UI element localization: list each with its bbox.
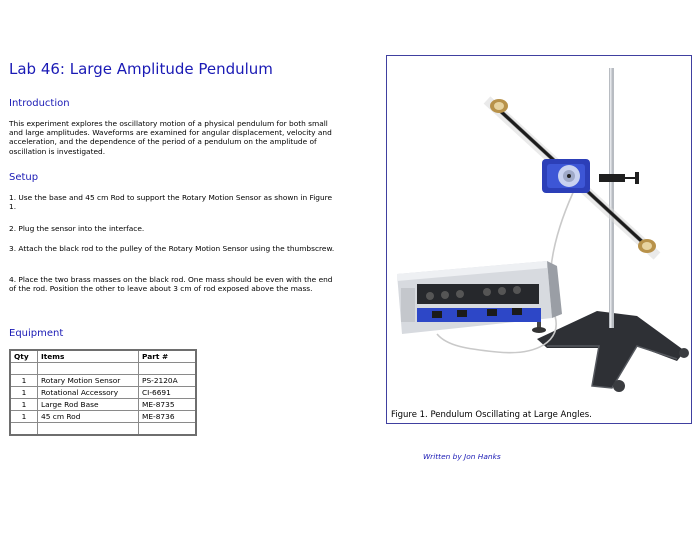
table-row <box>10 423 196 436</box>
item-cell <box>38 423 139 436</box>
item-cell: Rotational Accessory <box>38 387 139 399</box>
page-title: Lab 46: Large Amplitude Pendulum <box>9 60 273 78</box>
table-row <box>10 399 196 411</box>
qty-header: Qty <box>10 350 38 363</box>
figure-1 <box>386 55 692 424</box>
setup-heading: Setup <box>9 172 39 183</box>
equipment-table <box>9 349 197 436</box>
table-row <box>10 363 196 375</box>
qty-cell <box>10 363 38 375</box>
part-cell: CI-6691 <box>139 387 197 399</box>
introduction-heading: Introduction <box>9 98 70 109</box>
brass-mass-bottom <box>638 239 656 253</box>
qty-cell: 1 <box>10 387 38 399</box>
table-row <box>10 387 196 399</box>
part-cell: ME-8735 <box>139 399 197 411</box>
item-cell: Large Rod Base <box>38 399 139 411</box>
table-row <box>10 375 196 387</box>
part-cell: ME-8736 <box>139 411 197 423</box>
qty-cell <box>10 423 38 436</box>
author-credit: Written by Jon Hanks <box>423 452 501 461</box>
rotary-motion-sensor <box>542 159 590 193</box>
part-cell: PS-2120A <box>139 375 197 387</box>
setup-step-2: 2. Plug the sensor into the interface. <box>9 224 145 233</box>
item-cell <box>38 363 139 375</box>
figure-caption: Figure 1. Pendulum Oscillating at Large Angles. <box>391 410 592 420</box>
qty-cell: 1 <box>10 399 38 411</box>
table-row <box>10 411 196 423</box>
pendulum-apparatus-illustration <box>387 56 693 406</box>
introduction-text: This experiment explores the oscillatory motion of a physical pendulum for both small and large amplitudes. Waveforms are examined for angular displacement, velocity and acceleration, and the dependence of the period of a pendulum on the amplitude of oscillation is investigated. <box>9 119 332 156</box>
setup-step-4: 4. Place the two brass masses on the black rod. One mass should be even with the end of the rod. Position the other to leave about 3 cm of rod exposed above the mass. <box>9 275 333 294</box>
brass-mass-top <box>490 99 508 113</box>
part-header: Part # <box>139 350 197 363</box>
table-header-row <box>10 350 196 363</box>
setup-step-1: 1. Use the base and 45 cm Rod to support the Rotary Motion Sensor as shown in Figure 1. <box>9 193 333 212</box>
rod-highlight <box>610 68 612 328</box>
setup-step-3: 3. Attach the black rod to the pulley of the Rotary Motion Sensor using the thumbscrew. <box>9 244 335 253</box>
qty-cell: 1 <box>10 375 38 387</box>
items-header: Items <box>38 350 139 363</box>
item-cell: Rotary Motion Sensor <box>38 375 139 387</box>
part-cell <box>139 423 197 436</box>
equipment-heading: Equipment <box>9 328 64 339</box>
rod-clamp <box>599 172 639 184</box>
qty-cell: 1 <box>10 411 38 423</box>
item-cell: 45 cm Rod <box>38 411 139 423</box>
part-cell <box>139 363 197 375</box>
